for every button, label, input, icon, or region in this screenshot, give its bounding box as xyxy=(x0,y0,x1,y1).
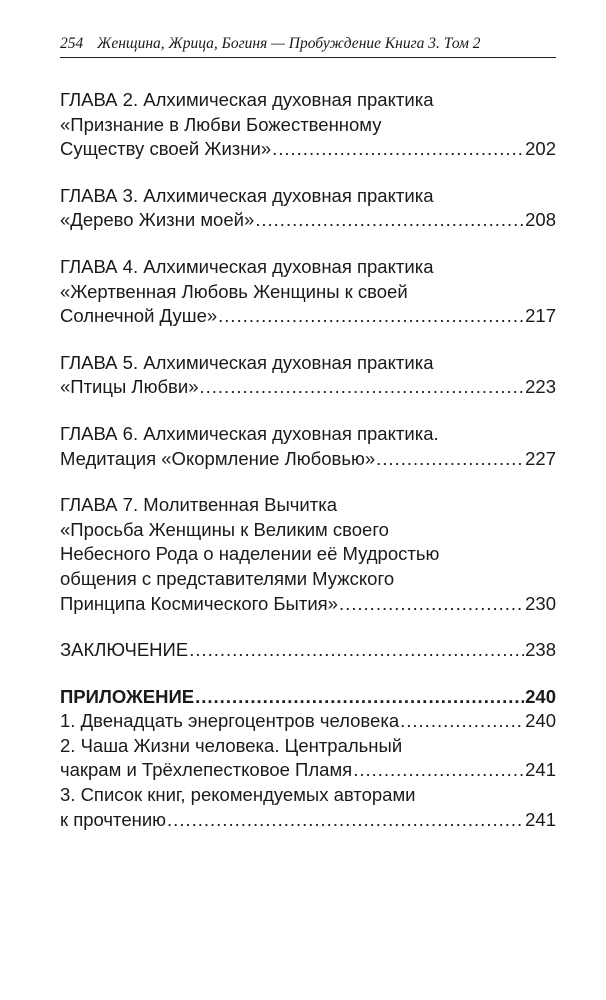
toc-entry-chapter-3 xyxy=(60,184,556,233)
toc-page-number: 223 xyxy=(525,376,556,398)
dot-leader xyxy=(272,137,524,162)
toc-line: чакрам и Трёхлепестковое Пламя xyxy=(60,759,353,781)
appendix-title: ПРИЛОЖЕНИЕ xyxy=(60,685,195,707)
toc-line: ГЛАВА 7. Молитвенная Вычитка xyxy=(60,494,337,516)
appendix-item-2 xyxy=(60,758,556,783)
toc-line: ЗАКЛЮЧЕНИЕ xyxy=(60,639,189,661)
toc-line: ГЛАВА 2. Алхимическая духовная практика xyxy=(60,89,434,110)
toc-line: Принципа Космического Бытия» xyxy=(60,592,338,614)
appendix-item-3 xyxy=(60,808,556,833)
toc-page-number: 230 xyxy=(525,592,556,614)
page-number: 254 xyxy=(60,35,84,52)
dot-leader xyxy=(255,208,524,233)
toc-entry-appendix xyxy=(60,685,556,833)
toc-line: ГЛАВА 5. Алхимическая духовная практика xyxy=(60,351,434,373)
toc-line: ГЛАВА 3. Алхимическая духовная практика xyxy=(60,184,434,206)
toc-line: Медитация «Окормление Любовью» xyxy=(60,447,376,469)
toc-entry-conclusion xyxy=(60,638,556,663)
toc-line: 1. Двенадцать энергоцентров человека xyxy=(60,710,400,732)
running-title: Женщина, Жрица, Богиня — Пробуждение Книга 3. Том 2 xyxy=(97,35,481,52)
dot-leader xyxy=(353,758,524,783)
table-of-contents xyxy=(60,88,556,832)
toc-page-number: 240 xyxy=(525,710,556,732)
dot-leader xyxy=(218,304,524,329)
toc-line: 2. Чаша Жизни человека. Центральный xyxy=(60,734,403,756)
toc-line: «Птицы Любви» xyxy=(60,376,199,398)
toc-leader-line xyxy=(60,137,556,162)
toc-page-number: 202 xyxy=(525,138,556,160)
toc-page-number: 227 xyxy=(525,447,556,469)
toc-page-number: 208 xyxy=(525,209,556,231)
dot-leader xyxy=(339,592,524,617)
toc-leader-line xyxy=(60,592,556,617)
dot-leader xyxy=(189,638,524,663)
toc-line: Небесного Рода о наделении её Мудростью xyxy=(60,543,440,565)
toc-line: ГЛАВА 4. Алхимическая духовная практика xyxy=(60,255,434,277)
toc-entry-chapter-7 xyxy=(60,493,556,616)
toc-page-number: 241 xyxy=(525,808,556,830)
appendix-item-1 xyxy=(60,709,556,734)
dot-leader xyxy=(376,447,524,472)
toc-line: 3. Список книг, рекомендуемых авторами xyxy=(60,784,416,806)
running-header xyxy=(60,34,556,58)
toc-leader-line xyxy=(60,375,556,400)
toc-entry-chapter-6 xyxy=(60,422,556,471)
toc-line: общения с представителями Мужского xyxy=(60,567,395,589)
toc-line: Существу своей Жизни» xyxy=(60,138,272,160)
toc-leader-line xyxy=(60,447,556,472)
toc-line: «Признание в Любви Божественному xyxy=(60,113,382,135)
toc-page-number: 238 xyxy=(525,639,556,661)
toc-line: «Жертвенная Любовь Женщины к своей xyxy=(60,280,408,302)
toc-leader-line xyxy=(60,638,556,663)
toc-entry-chapter-4 xyxy=(60,255,556,329)
toc-line: Солнечной Душе» xyxy=(60,305,218,327)
toc-entry-chapter-2 xyxy=(60,88,556,162)
toc-line: «Дерево Жизни моей» xyxy=(60,209,255,231)
toc-line: ГЛАВА 6. Алхимическая духовная практика. xyxy=(60,422,439,444)
dot-leader xyxy=(167,808,524,833)
toc-page-number: 241 xyxy=(525,759,556,781)
toc-entry-chapter-5 xyxy=(60,351,556,400)
dot-leader xyxy=(200,375,525,400)
toc-leader-line xyxy=(60,208,556,233)
toc-line: «Просьба Женщины к Великим своего xyxy=(60,518,389,540)
toc-page-number: 240 xyxy=(525,685,556,707)
dot-leader xyxy=(195,685,524,710)
toc-line: к прочтению xyxy=(60,808,167,830)
toc-leader-line xyxy=(60,685,556,710)
dot-leader xyxy=(400,709,524,734)
toc-page-number: 217 xyxy=(525,305,556,327)
toc-leader-line xyxy=(60,304,556,329)
